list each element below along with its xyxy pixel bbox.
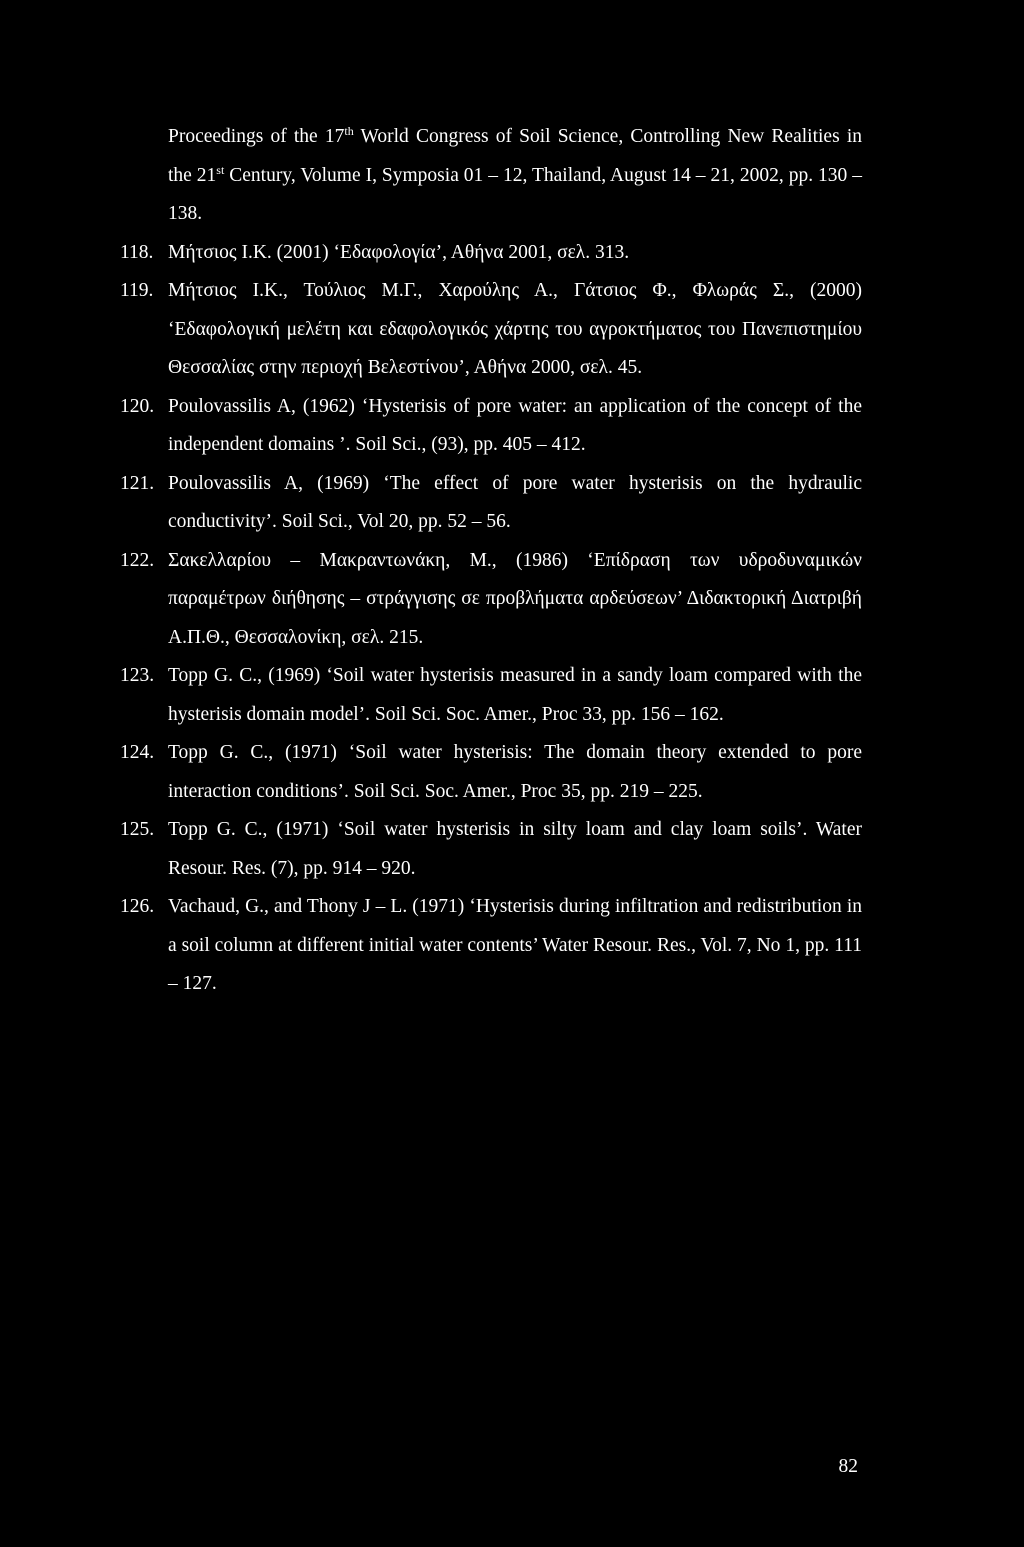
reference-number: 125. (120, 819, 155, 840)
reference-item-126 (120, 888, 862, 1004)
reference-number: 120. (120, 395, 155, 417)
reference-number: 118. (120, 241, 154, 263)
reference-number: 122. (120, 549, 155, 571)
reference-text: Μήτσιος Ι.Κ., Τούλιος Μ.Γ., Χαρούλης Α., Γάτσιος Φ., Φλωράς Σ., (2000) ‘Εδαφολογική μελέτη και εδαφολογικός χάρτης του αγροκτήματος του Πανεπιστημίου Θεσσαλίας στην περιοχή Βελεστίνου’, Αθήνα 2000, σελ. 45. (168, 280, 862, 378)
reference-item-124 (120, 734, 862, 811)
reference-text: Poulovassilis A, (1969) ‘The effect of pore water hysterisis on the hydraulic conductivity’. Soil Sci., Vol 20, pp. 52 – 56. (168, 472, 862, 532)
reference-text: Topp G. C., (1971) ‘Soil water hysterisis in silty loam and clay loam soils’. Water Resour. Res. (7), pp. 914 – 920. (168, 819, 862, 879)
reference-continuation (120, 118, 862, 234)
reference-item-123 (120, 657, 862, 734)
reference-list (120, 118, 862, 1004)
reference-text: Proceedings of the 17th World Congress of Soil Science, Controlling New Realities in the 21st Century, Volume I, Symposia 01 – 12, Thailand, August 14 – 21, 2002, pp. 130 – 138. (168, 124, 862, 224)
reference-number: 119. (120, 280, 154, 301)
reference-text: Topp G. C., (1971) ‘Soil water hysterisis: The domain theory extended to pore interaction conditions’. Soil Sci. Soc. Amer., Proc 35, pp. 219 – 225. (168, 742, 862, 802)
reference-number: 126. (120, 896, 155, 917)
reference-text: Vachaud, G., and Thony J – L. (1971) ‘Hysterisis during infiltration and redistribution in a soil column at different initial water contents’ Water Resour. Res., Vol. 7, No 1, pp. 111 – 127. (168, 896, 862, 994)
reference-text: Σακελλαρίου – Μακραντωνάκη, Μ., (1986) ‘Επίδραση των υδροδυναμικών παραμέτρων διήθησης – στράγγισης σε προβλήματα αρδεύσεων’ Διδακτορική Διατριβή Α.Π.Θ., Θεσσαλονίκη, σελ. 215. (168, 549, 862, 648)
reference-text: Μήτσιος Ι.Κ. (2001) ‘Εδαφολογία’, Αθήνα 2001, σελ. 313. (168, 241, 630, 263)
reference-text: Topp G. C., (1969) ‘Soil water hysterisis measured in a sandy loam compared with the hysterisis domain model’. Soil Sci. Soc. Amer., Proc 33, pp. 156 – 162. (168, 665, 862, 725)
reference-item-121 (120, 465, 862, 542)
reference-number: 124. (120, 742, 155, 763)
reference-item-118 (120, 234, 862, 273)
reference-item-119 (120, 272, 862, 388)
reference-item-120 (120, 388, 862, 465)
reference-item-122 (120, 542, 862, 658)
reference-item-125 (120, 811, 862, 888)
page-number: 82 (838, 1456, 858, 1477)
reference-number: 123. (120, 665, 155, 686)
reference-text: Poulovassilis A, (1962) ‘Hysterisis of pore water: an application of the concept of the independent domains ’. Soil Sci., (93), pp. 405 – 412. (168, 395, 862, 455)
reference-number: 121. (120, 472, 155, 494)
